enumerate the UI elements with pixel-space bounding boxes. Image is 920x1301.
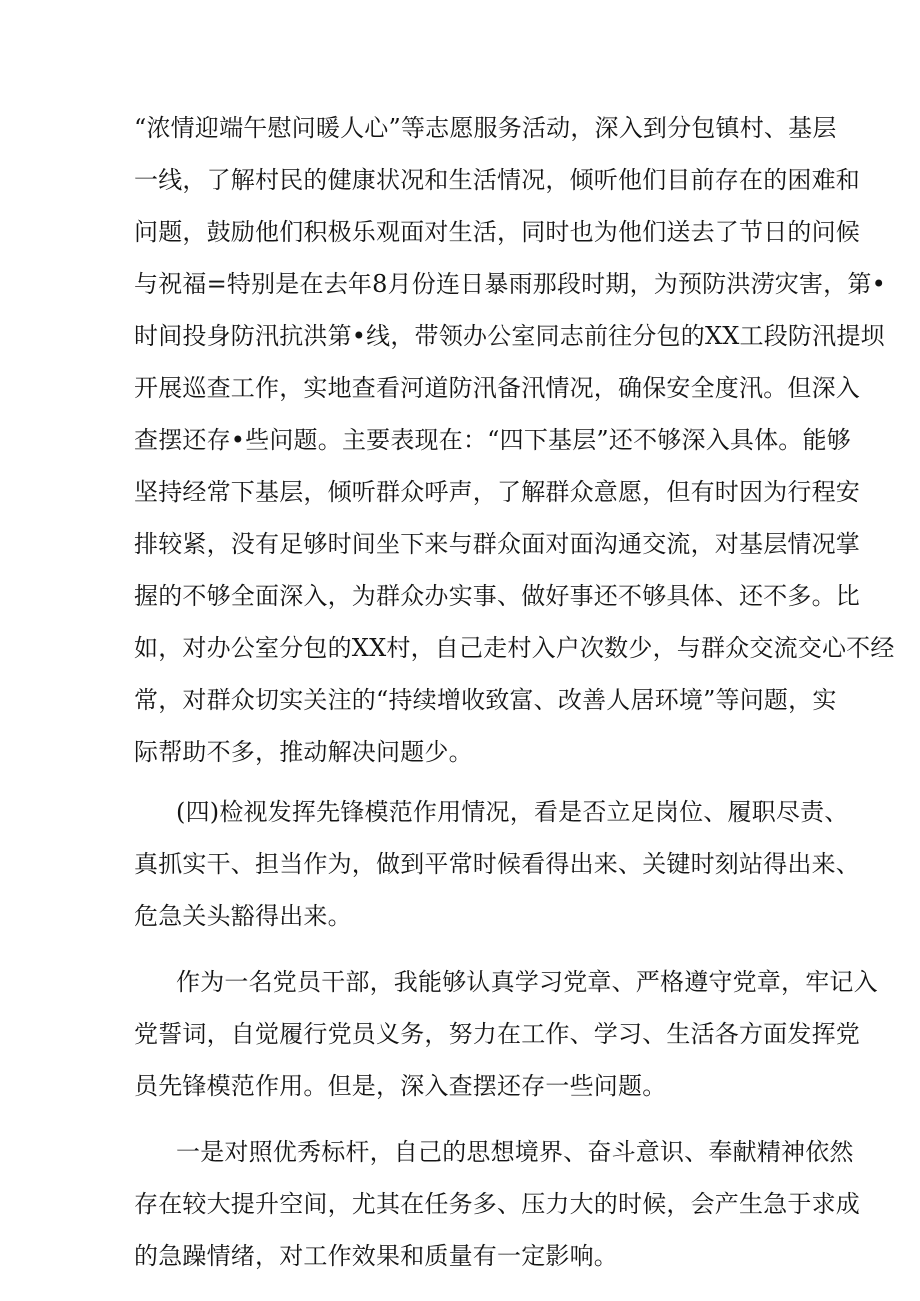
text-line: “浓情迎端午慰问暖人心”等志愿服务活动，深入到分包镇村、基层: [134, 114, 837, 142]
text-line: 与祝福=特别是在去年8月份连日暴雨那段时期，为预防洪涝灾害，第•: [134, 270, 886, 298]
text-line: 开展巡查工作，实地查看河道防汛备汛情况，确保安全度汛。但深入: [134, 374, 860, 402]
text-line: 员先锋模范作用。但是，深入查摆还存一些问题。: [134, 1072, 667, 1100]
text-line: 危急关头豁得出来。: [134, 902, 352, 930]
text-line: 党誓词，自觉履行党员义务，努力在工作、学习、生活各方面发挥党: [134, 1020, 860, 1048]
text-line: 查摆还存•些问题。主要表现在：“四下基层”还不够深入具体。能够: [134, 426, 851, 454]
text-line: 问题，鼓励他们积极乐观面对生活，同时也为他们送去了节日的问候: [134, 218, 860, 246]
text-line: 常，对群众切实关注的“持续增收致富、改善人居环境”等问题，实: [134, 686, 837, 714]
text-line: 存在较大提升空间，尤其在任务多、压力大的时候，会产生急于求成: [134, 1190, 860, 1218]
text-line: 一线，了解村民的健康状况和生活情况，倾听他们目前存在的困难和: [134, 166, 860, 194]
text-line: 真抓实干、担当作为，做到平常时候看得出来、关键时刻站得出来、: [134, 850, 860, 878]
text-line: 际帮助不多，推动解决问题少。: [134, 738, 473, 766]
text-line: 如，对办公室分包的XX村，自己走村入户次数少，与群众交流交心不经: [134, 634, 895, 662]
text-line: 作为一名党员干部，我能够认真学习党章、严格遵守党章，牢记入: [176, 968, 878, 996]
text-line: 时间投身防汛抗洪第•线，带领办公室同志前往分包的XX工段防汛提坝: [134, 322, 885, 350]
text-line: 一是对照优秀标杆，自己的思想境界、奋斗意识、奉献精神依然: [176, 1138, 854, 1166]
text-line: 坚持经常下基层，倾听群众呼声，了解群众意愿，但有时因为行程安: [134, 478, 860, 506]
text-line: (四)检视发挥先锋模范作用情况，看是否立足岗位、履职尽责、: [176, 798, 849, 826]
text-line: 的急躁情绪，对工作效果和质量有一定影响。: [134, 1242, 618, 1270]
text-line: 排较紧，没有足够时间坐下来与群众面对面沟通交流，对基层情况掌: [134, 530, 860, 558]
text-line: 握的不够全面深入，为群众办实事、做好事还不够具体、还不多。比: [134, 582, 860, 610]
